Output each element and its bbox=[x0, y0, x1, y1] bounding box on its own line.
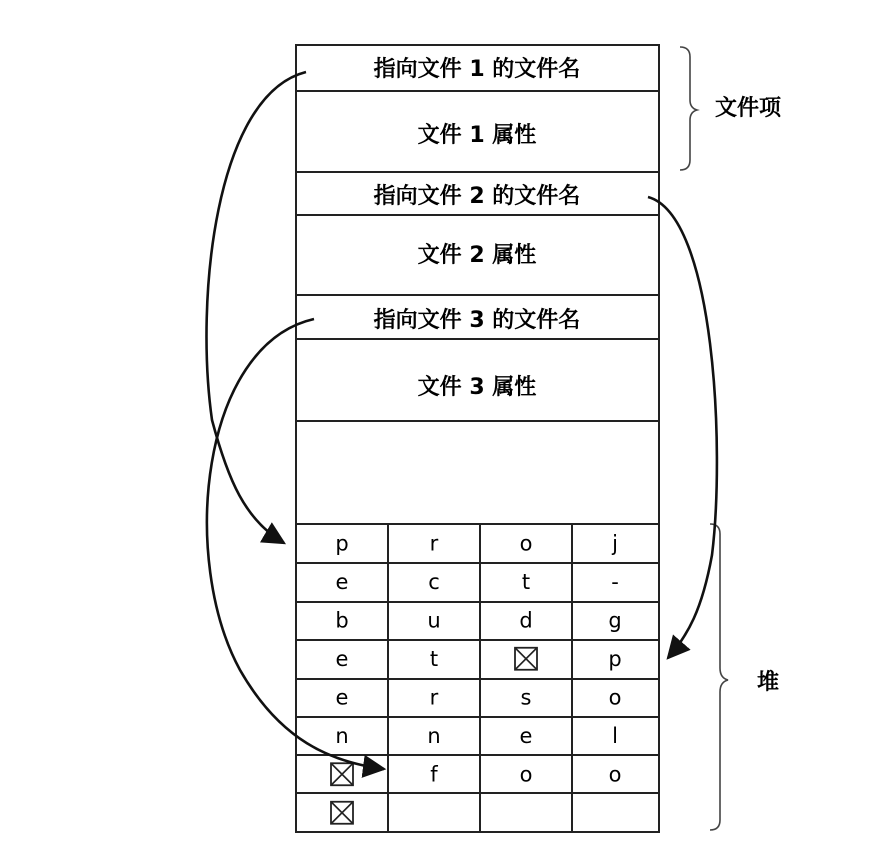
file-entry-brace bbox=[680, 47, 697, 170]
heap-cell: e bbox=[335, 569, 349, 594]
heap-cell: p bbox=[335, 531, 349, 556]
heap-cell: j bbox=[612, 531, 618, 556]
heap-cell: l bbox=[612, 723, 618, 748]
boxed-x-icon bbox=[331, 802, 353, 824]
boxed-x-icon bbox=[331, 763, 353, 785]
heap-cell: o bbox=[608, 762, 622, 787]
heap-cell: o bbox=[519, 762, 533, 787]
entry-2-name-pointer: 指向文件 2 的文件名 bbox=[373, 184, 581, 209]
entry-1-attributes: 文件 1 属性 bbox=[417, 123, 537, 148]
file-entry-3 bbox=[374, 307, 581, 400]
file-entry-1 bbox=[374, 56, 581, 148]
file-entry-2 bbox=[374, 183, 581, 268]
entry-2-attributes: 文件 2 属性 bbox=[417, 243, 537, 268]
directory-frame bbox=[296, 45, 659, 832]
heap-cell: r bbox=[429, 685, 439, 710]
heap-cell: e bbox=[519, 723, 533, 748]
entry-3-name-pointer: 指向文件 3 的文件名 bbox=[373, 308, 581, 333]
heap-cell: b bbox=[335, 608, 349, 633]
heap-cell: u bbox=[427, 608, 441, 633]
heap-cell: t bbox=[521, 569, 531, 594]
heap-cells bbox=[331, 531, 622, 824]
heap-cell: g bbox=[608, 608, 622, 633]
heap-cell: p bbox=[608, 646, 622, 671]
heap-cell: t bbox=[429, 646, 439, 671]
arrow-entry-1-to-heap bbox=[206, 72, 306, 543]
heap-cell: r bbox=[429, 531, 439, 556]
heap-cell: s bbox=[520, 685, 532, 710]
heap-cell: c bbox=[428, 569, 440, 594]
heap-cell: - bbox=[611, 569, 619, 594]
entry-3-attributes: 文件 3 属性 bbox=[417, 375, 537, 400]
heap-cell: f bbox=[430, 762, 438, 787]
entry-1-name-pointer: 指向文件 1 的文件名 bbox=[373, 57, 581, 82]
heap-cell: o bbox=[608, 685, 622, 710]
heap-label: 堆 bbox=[757, 670, 780, 695]
heap-cell: e bbox=[335, 646, 349, 671]
file-entry-label: 文件项 bbox=[715, 96, 782, 121]
heap-cell: o bbox=[519, 531, 533, 556]
boxed-x-icon bbox=[515, 648, 537, 670]
heap-cell: n bbox=[427, 723, 441, 748]
heap-cell: n bbox=[335, 723, 349, 748]
heap-cell: e bbox=[335, 685, 349, 710]
heap-cell: d bbox=[519, 608, 533, 633]
heap-brace bbox=[710, 524, 728, 830]
